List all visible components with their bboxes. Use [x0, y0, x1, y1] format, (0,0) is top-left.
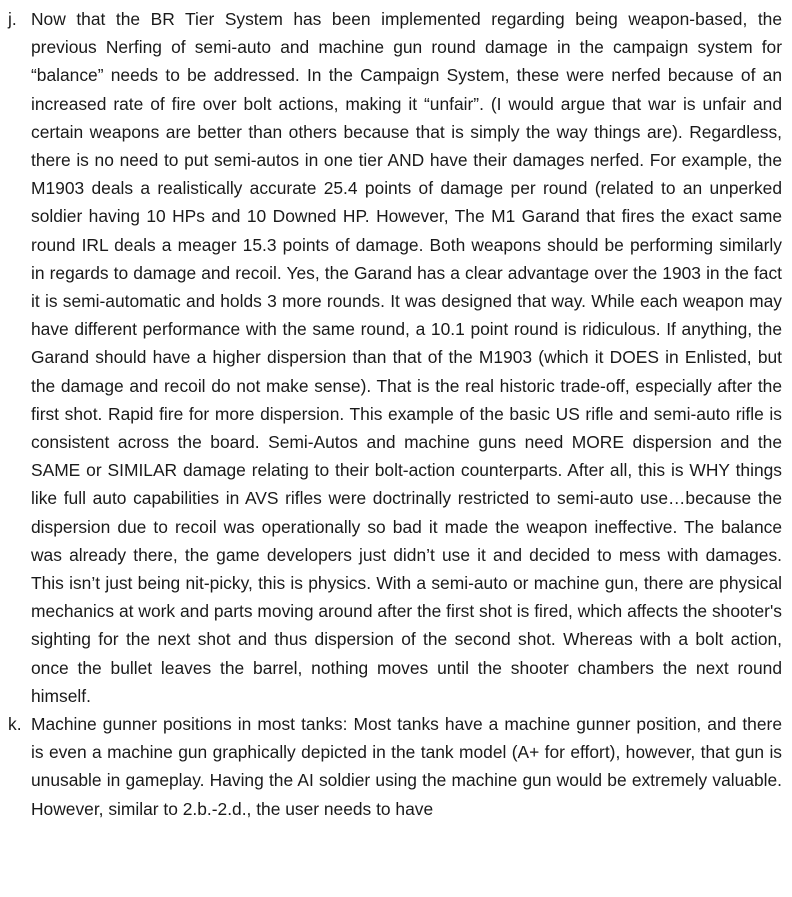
list-item-k — [8, 710, 782, 823]
list-marker-k: k. — [8, 714, 22, 735]
list-item-j-text: Now that the BR Tier System has been implemented regarding being weapon-based, the previous Nerfing of semi-auto and machine gun round damage in the campaign system for “balance” needs to be addressed. In the Campaign System, these were nerfed because of an increased rate of fire over bolt actions, making it “unfair”. (I would argue that war is unfair and certain weapons are better than others because that is simply the way things are). Regardless, there is no need to put semi-autos in one tier AND have their damages nerfed. For example, the M1903 deals a realistically accurate 25.4 points of damage per round (related to an unperked soldier having 10 HPs and 10 Downed HP. However, The M1 Garand that fires the exact same round IRL deals a meager 15.3 points of damage. Both weapons should be performing similarly in regards to damage and recoil. Yes, the Garand has a clear advantage over the 1903 in the fact it is semi-automatic and holds 3 more rounds. It was designed that way. While each weapon may have different performance with the same round, a 10.1 point round is ridiculous. If anything, the Garand should have a higher dispersion than that of the M1903 (which it DOES in Enlisted, but the damage and recoil do not make sense). That is the real historic trade-off, especially after the first shot. Rapid fire for more dispersion. This example of the basic US rifle and semi-auto rifle is consistent across the board. Semi-Autos and machine guns need MORE dispersion and the SAME or SIMILAR damage relating to their bolt-action counterparts. After all, this is WHY things like full auto capabilities in AVS rifles were doctrinally restricted to semi-auto use…because the dispersion due to recoil was operationally so bad it made the weapon ineffective. The balance was already there, the game developers just didn’t use it and decided to mess with damages. This isn’t just being nit-picky, this is physics. With a semi-auto or machine gun, there are physical mechanics at work and parts moving around after the first shot is fired, which affects the shooter's sighting for the next shot and thus dispersion of the second shot. Whereas with a bolt action, once the bullet leaves the barrel, nothing moves until the shooter chambers the next round himself. — [31, 9, 782, 706]
list-item-k-text: Machine gunner positions in most tanks: Most tanks have a machine gunner position, and there is even a machine gun graphically depicted in the tank model (A+ for effort), however, that gun is unusable in gameplay. Having the AI soldier using the machine gun would be extremely valuable. However, similar to 2.b.-2.d., the user needs to have — [31, 714, 782, 819]
document-body — [8, 5, 782, 823]
list-item-j — [8, 5, 782, 710]
list-marker-j: j. — [8, 9, 17, 29]
